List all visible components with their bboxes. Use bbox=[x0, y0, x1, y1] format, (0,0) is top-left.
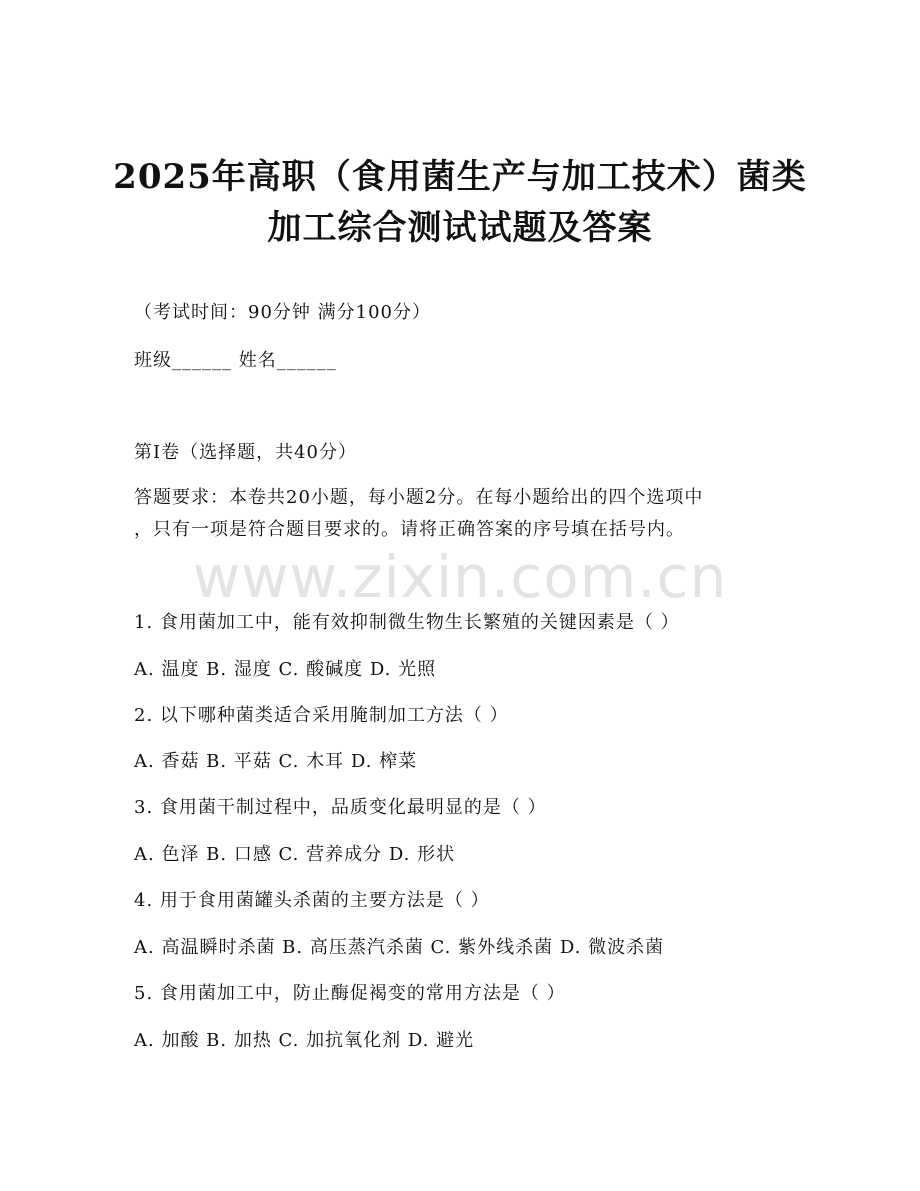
instructions-line-1: 答题要求：本卷共20小题，每小题2分。在每小题给出的四个选项中 bbox=[134, 487, 704, 508]
question-5-options: A. 加酸 B. 加热 C. 加抗氧化剂 D. 避光 bbox=[134, 1030, 475, 1051]
exam-info: （考试时间：90分钟 满分100分） bbox=[134, 302, 431, 323]
question-1-options: A. 温度 B. 湿度 C. 酸碱度 D. 光照 bbox=[134, 659, 437, 680]
question-1: 1. 食用菌加工中，能有效抑制微生物生长繁殖的关键因素是（ ） bbox=[134, 612, 680, 633]
class-name-line: 班级______ 姓名______ bbox=[134, 350, 337, 371]
question-3: 3. 食用菌干制过程中，品质变化最明显的是（ ） bbox=[134, 797, 547, 818]
section-title: 第Ⅰ卷（选择题，共40分） bbox=[134, 442, 358, 463]
question-2: 2. 以下哪种菌类适合采用腌制加工方法（ ） bbox=[134, 705, 509, 726]
question-4: 4. 用于食用菌罐头杀菌的主要方法是（ ） bbox=[134, 890, 490, 911]
document-title-line-1: 2025年高职（食用菌生产与加工技术）菌类 bbox=[113, 157, 807, 197]
question-5: 5. 食用菌加工中，防止酶促褐变的常用方法是（ ） bbox=[134, 983, 566, 1004]
question-3-options: A. 色泽 B. 口感 C. 营养成分 D. 形状 bbox=[134, 844, 456, 865]
watermark: www.zixin.com.cn bbox=[192, 543, 728, 611]
instructions-line-2: ，只有一项是符合题目要求的。请将正确答案的序号填在括号内。 bbox=[134, 519, 685, 540]
question-4-options: A. 高温瞬时杀菌 B. 高压蒸汽杀菌 C. 紫外线杀菌 D. 微波杀菌 bbox=[134, 937, 665, 958]
document-title-line-2: 加工综合测试试题及答案 bbox=[267, 208, 653, 248]
question-2-options: A. 香菇 B. 平菇 C. 木耳 D. 榨菜 bbox=[134, 751, 418, 772]
